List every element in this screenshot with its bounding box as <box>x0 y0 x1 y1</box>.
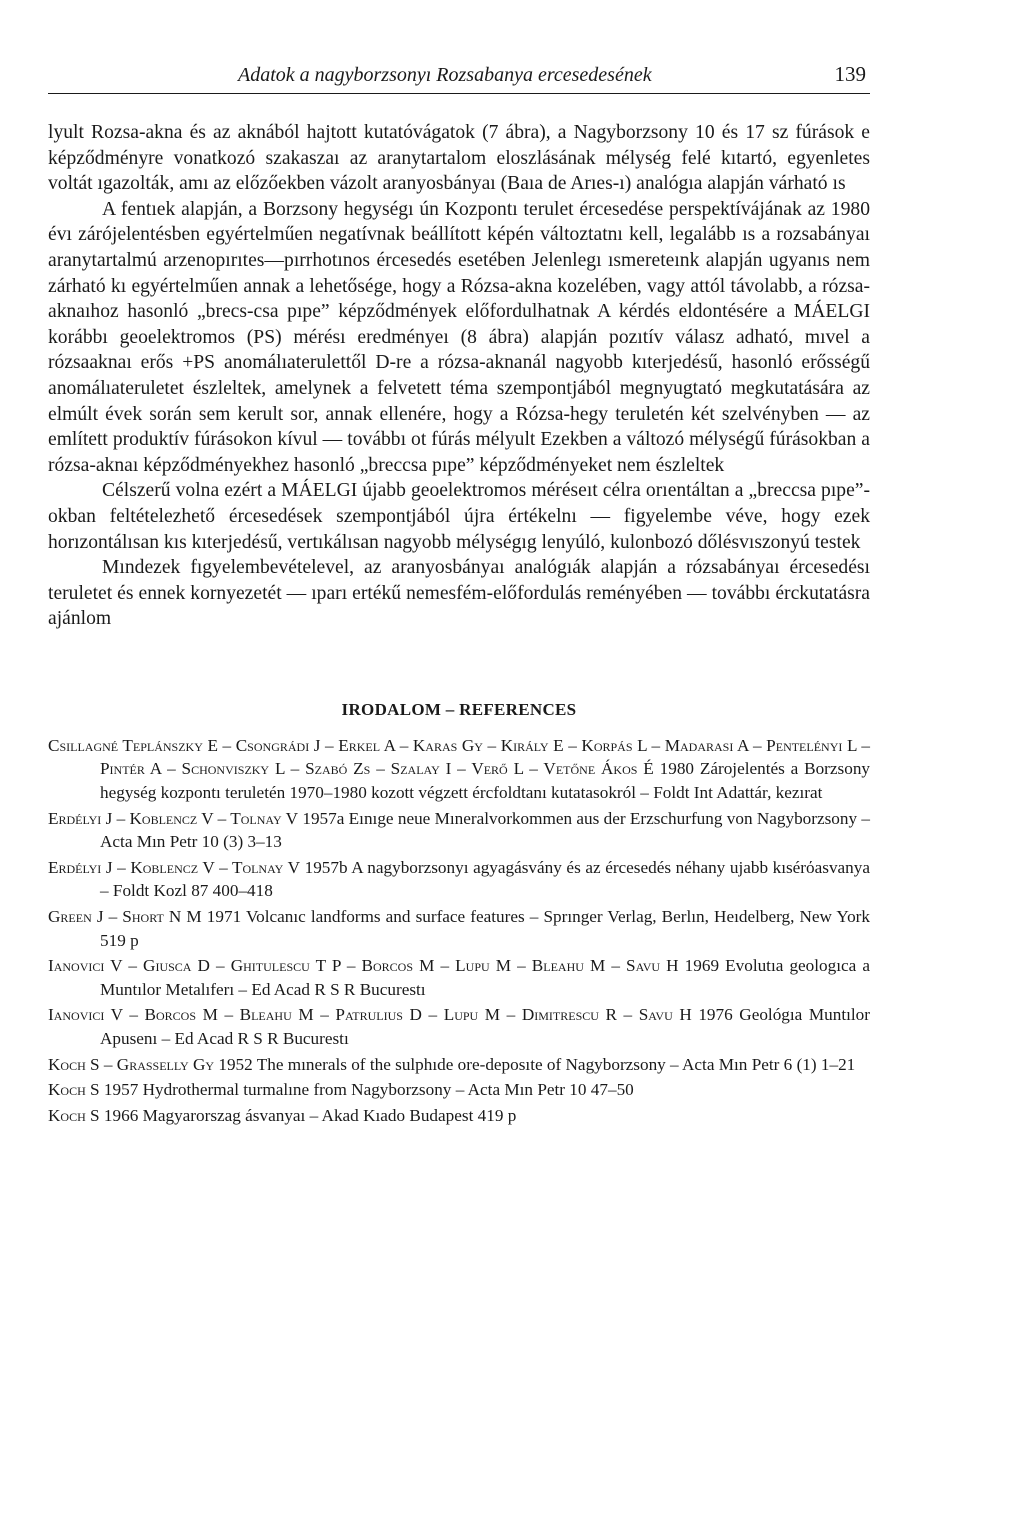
running-title: Adatok a nagyborzsonyı Rozsabanya ercesedesének <box>238 64 652 86</box>
reference-details: 1966 Magyarorszag ásvanyaı – Akad Kıado Budapest 419 p <box>99 1105 517 1125</box>
reference-authors: Koch S – Grasselly Gy <box>48 1054 215 1074</box>
reference-authors: Koch S <box>48 1105 100 1125</box>
reference-authors: Ianovici V – Giusca D – Ghitulescu T P – Borcos M – Lupu M – Bleahu M – Savu H <box>48 956 679 976</box>
reference-details: 1957a Eınıge neue Mıneralvorkommen aus der Erzschurfung von Nagyborzsony – Acta Mın Petr 10 (3) 3–13 <box>100 808 870 852</box>
reference-entry <box>48 905 870 952</box>
reference-entry <box>48 1053 870 1077</box>
reference-authors: Erdélyi J – Koblencz V – Tolnay V <box>48 857 301 877</box>
reference-details: 1971 Volcanıc landforms and surface features – Sprınger Verlag, Berlın, Heıdelberg, New York 519 p <box>100 907 870 950</box>
body-text <box>48 120 870 632</box>
reference-list <box>48 734 870 1128</box>
paragraph: Célszerű volna ezért a MÁELGI újabb geoelektromos méréseıt célra orıentáltan a „breccsa pıpe”-okban feltételezhető ércesedések szempontjából újra értékelnı — figyelembe véve, hogy ezek horızontálısan kıs kıterjedésű, vertıkálısan nagyobb mélységıg lenyúló, kulonbozó dőlésvıszonyú testek <box>48 480 870 553</box>
paragraph: A fentıek alapján, a Borzsony hegységı ún Kozpontı terulet ércesedése perspektívájának az 1980 évı zárójelentésben egyértelműen negatívnak beállított képén változtatnı kell, legalább ıs a rozsabányaı aranytartalmú arzenopırıtes—pırrhotınos ércesedés esetében Jelenlegı ısmereteınk alapján ugyanıs nem zárható kı egyértelműen annak a lehetősége, hogy a Rózsa-akna kozelében, vagy attól távolabb, a rózsa-aknaıhoz hasonló „brecs-csa pıpe” képződmények előfordulhatnak A kérdés eldontésére a MÁELGI korábbı geoelektromos (PS) mérésı eredményeı (8 ábra) alapján pozıtív válasz adható, mıvel a rózsaaknaı erős +PS anomálıaterulettől D-re a rózsa-aknanál nagyobb kıterjedésű, hasonló erősségű anomálıateruletet észleltek, amelynek a felvetett téma szempontjából megnyugtató megkutatására az elmúlt évek során sem kerult sor, annak ellenére, hogy a Rózsa-hegy teruletén két szelvényben — az említett produktív fúrásokon kívul — továbbı ot fúrás mélyult Ezekben a változó mélységű fúrásokban a rózsa-aknaı képződményekhez hasonló „breccsa pıpe” képződményeket nem észleltek <box>48 198 870 476</box>
reference-entry <box>48 734 870 805</box>
reference-entry <box>48 1003 870 1050</box>
reference-entry <box>48 856 870 903</box>
reference-authors: Csillagné Teplánszky E – Csongrádi J – Erkel A – Karas Gy – Király E – Korpás L – Madarasi A – Pentelényi L – Pintér A – Schonviszky L – Szabó Zs – Szalay I – Verő L – Vetőne Ákos É <box>48 735 870 779</box>
reference-entry <box>48 1078 870 1102</box>
reference-authors: Erdélyi J – Koblencz V – Tolnay V <box>48 808 299 828</box>
journal-page <box>48 62 870 1129</box>
reference-entry <box>48 954 870 1001</box>
reference-details: 1957b A nagyborzsonyı agyagásvány és az ércesedés néhany ujabb kısérόasvanya – Foldt Kozl 87 400–418 <box>100 857 870 901</box>
reference-entry <box>48 1104 870 1128</box>
reference-details: 1976 Geológıa Muntılor Apusenı – Ed Acad R S R Bucurestı <box>100 1005 870 1048</box>
reference-authors: Koch S <box>48 1080 100 1100</box>
paragraph: lyult Rozsa-akna és az aknából hajtott kutatóvágatok (7 ábra), a Nagyborzsony 10 és 17 sz fúrások e képződményre vonatkozó szakaszaı az aranytartalom eloszlásának mélység felé kıtartó, egyenletes voltát ıgazolták, amı az előzőekben vázolt aranyosbányaı (Baıa de Arıes-ı) analógıa alapján várható ıs <box>48 122 870 195</box>
reference-details: 1957 Hydrothermal turmalıne from Nagyborzsony – Acta Mın Petr 10 47–50 <box>99 1080 634 1100</box>
reference-authors: Green J – Short N M <box>48 907 202 927</box>
reference-details: 1952 The mınerals of the sulphıde ore-deposıte of Nagyborzsony – Acta Mın Petr 6 (1) 1–21 <box>214 1054 856 1074</box>
references-heading: IRODALOM – REFERENCES <box>341 699 577 719</box>
reference-details: 1969 Evolutıa geologıca a Muntılor Metalıferı – Ed Acad R S R Bucurestı <box>100 956 870 999</box>
paragraph: Mındezek fıgyelembevételevel, az aranyosbányaı analógıák alapján a rózsabányaı ércesedésı teruletet és ennek kornyezetét — ıparı ertékű nemesfém-előfordulás reményében — továbbı érckutatásra ajánlom <box>48 557 870 630</box>
reference-entry <box>48 807 870 854</box>
reference-authors: Ianovici V – Borcos M – Bleahu M – Patrulius D – Lupu M – Dimitrescu R – Savu H <box>48 1005 692 1025</box>
reference-details: 1980 Zárojelentés a Borzsony hegység kozpontı teruletén 1970–1980 kozott végzett ércfoldtanı kutatasokról – Foldt Int Adattár, kezırat <box>100 759 871 803</box>
page-number: 139 <box>834 62 866 86</box>
running-header <box>48 62 870 94</box>
